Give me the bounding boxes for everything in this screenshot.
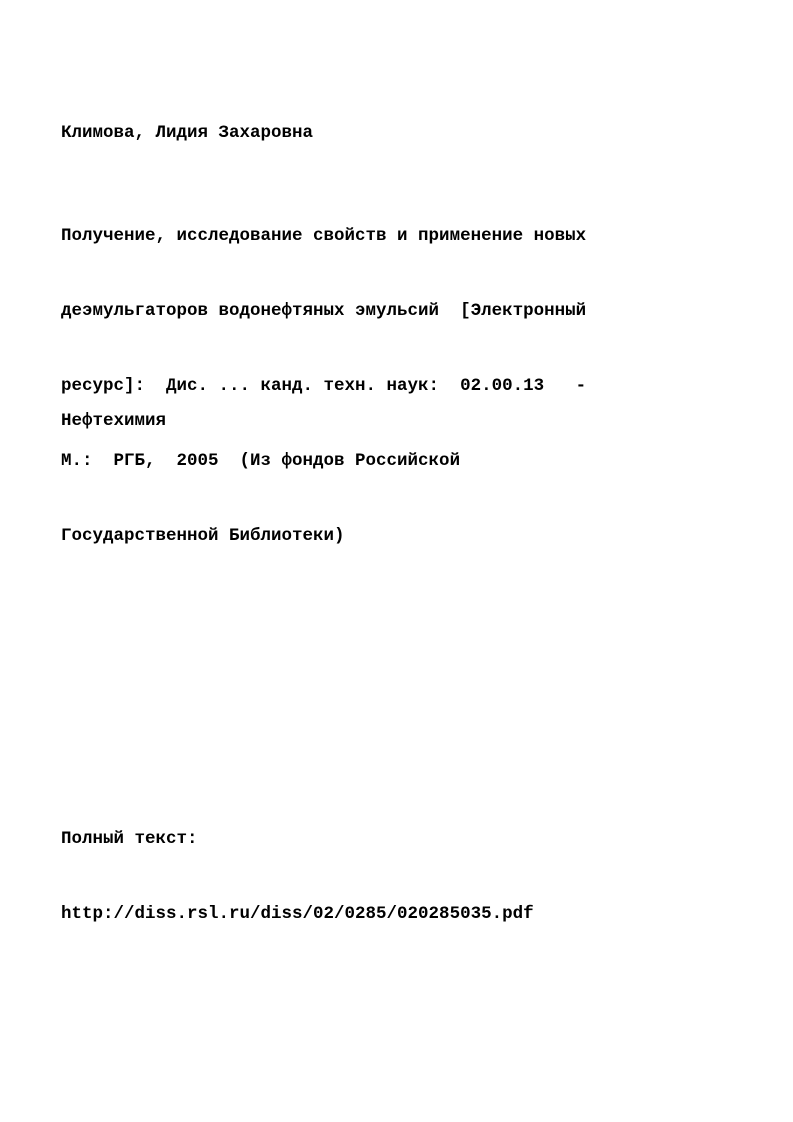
record-line-source: Государственной Библиотеки) bbox=[61, 526, 345, 546]
record-line-title-1: Получение, исследование свойств и применение новых bbox=[61, 226, 587, 246]
author-name: Климова, Лидия Захаровна bbox=[61, 123, 314, 143]
bibliographic-record bbox=[61, 174, 586, 574]
fulltext-link[interactable]: http://diss.rsl.ru/diss/02/0285/020285035.pdf bbox=[61, 904, 534, 924]
fulltext-section bbox=[61, 777, 534, 952]
record-line-title-2: деэмульгаторов водонефтяных эмульсий [Электронный bbox=[61, 301, 587, 321]
fulltext-label: Полный текст: bbox=[61, 829, 198, 849]
record-line-degree: ресурс]: Дис. ... канд. техн. наук: 02.00.13 - bbox=[61, 376, 587, 396]
record-line-publisher: М.: РГБ, 2005 (Из фондов Российской bbox=[61, 451, 461, 471]
subject-heading: Нефтехимия bbox=[61, 411, 167, 431]
